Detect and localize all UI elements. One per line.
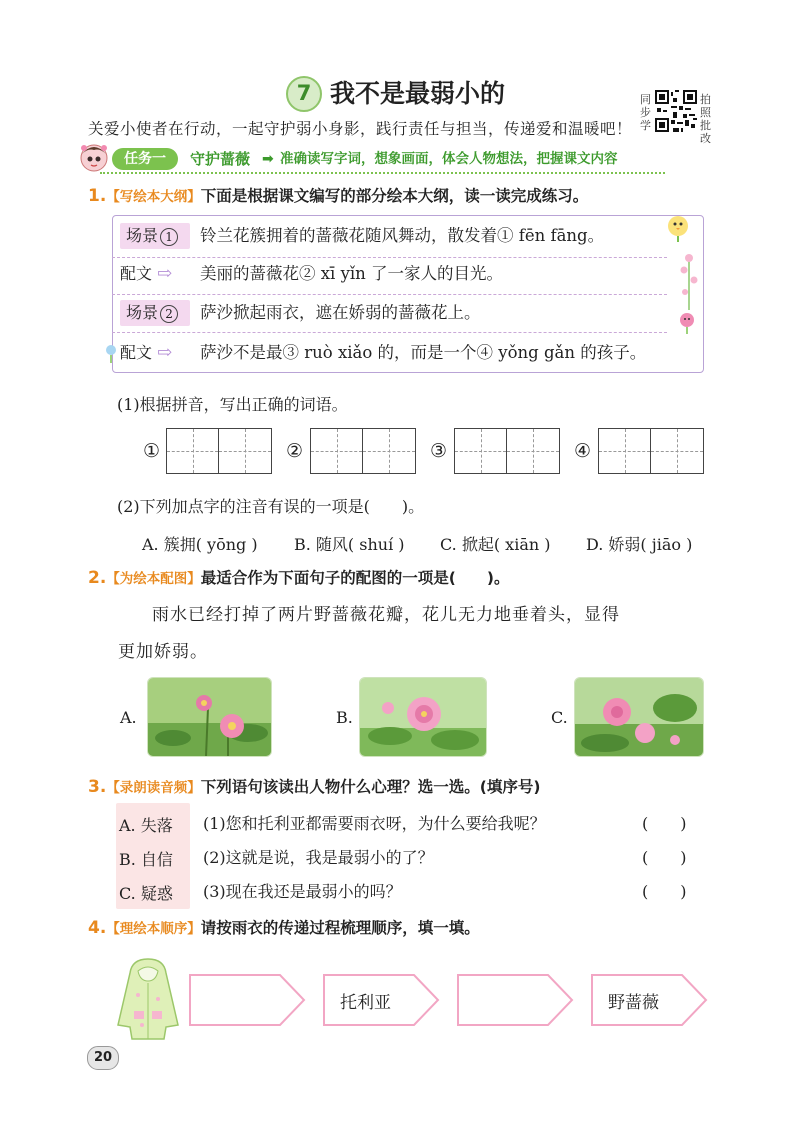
scene1-text: 铃兰花簇拥着的蔷薇花随风舞动，散发着① fēn fāng。 bbox=[200, 226, 605, 245]
q3-number: 3. bbox=[88, 777, 107, 797]
q1-text: 下面是根据课文编写的部分绘本大纲，读一读完成练习。 bbox=[200, 187, 589, 205]
tagline: 关爱小使者在行动，一起守护弱小身影，践行责任与担当，传递爱和温暖吧！ bbox=[88, 120, 633, 138]
rose-picture-c[interactable] bbox=[574, 677, 704, 757]
q2-option-b-label[interactable]: B. bbox=[336, 708, 353, 727]
row-divider bbox=[112, 332, 667, 333]
q3-answer-1[interactable]: ( ) bbox=[642, 814, 687, 833]
q3-answer-3[interactable]: ( ) bbox=[642, 882, 687, 901]
raincoat-icon bbox=[110, 955, 186, 1043]
task-name: 守护蔷薇 bbox=[190, 150, 251, 168]
answer-grid-1[interactable] bbox=[166, 428, 272, 474]
q2-sentence-line1: 雨水已经打掉了两片野蔷薇花瓣，花儿无力地垂着头，显得 bbox=[152, 605, 620, 625]
q1-option-d[interactable]: D. 娇弱( jiāo ) bbox=[586, 535, 693, 554]
scene2-text: 萨沙掀起雨衣，遮在娇弱的蔷薇花上。 bbox=[200, 303, 481, 322]
answer-grid-2[interactable] bbox=[310, 428, 416, 474]
answer-grid-3[interactable] bbox=[454, 428, 560, 474]
q3-sentence-1: (1)您和托利亚都需要雨衣呀，为什么要给我呢？ bbox=[203, 814, 546, 833]
flow-box-4-label: 野蔷薇 bbox=[608, 993, 659, 1013]
row-divider bbox=[112, 294, 667, 295]
lesson-title: 我不是最弱小的 bbox=[330, 79, 506, 108]
mood-choice-a: A. 失落 bbox=[119, 816, 173, 835]
q4-number: 4. bbox=[88, 918, 107, 938]
q1-option-c[interactable]: C. 掀起( xiān ) bbox=[440, 535, 551, 554]
task-label: 任务一 bbox=[112, 148, 178, 170]
q4-heading bbox=[88, 916, 480, 938]
q1-number: 1. bbox=[88, 186, 107, 206]
grid-label-3: ③ bbox=[430, 440, 448, 462]
peiwen1-text: 美丽的蔷薇花② xī yǐn 了一家人的目光。 bbox=[200, 264, 504, 283]
flow-box-1[interactable] bbox=[188, 973, 306, 1027]
q2-sentence-line2: 更加娇弱。 bbox=[118, 642, 208, 662]
answer-grid-4[interactable] bbox=[598, 428, 704, 474]
grid-label-4: ④ bbox=[574, 440, 592, 462]
qr-code-icon[interactable] bbox=[655, 90, 697, 132]
rose-picture-b[interactable] bbox=[359, 677, 487, 757]
q2-option-c-label[interactable]: C. bbox=[551, 708, 568, 727]
qr-right-label: 拍照批改 bbox=[700, 93, 711, 145]
q3-answer-2[interactable]: ( ) bbox=[642, 848, 687, 867]
q1-sub2: (2)下列加点字的注音有误的一项是( )。 bbox=[117, 497, 425, 516]
lesson-number: 7 bbox=[286, 76, 322, 112]
q2-tag: 【为绘本配图】 bbox=[106, 571, 201, 587]
q3-sentence-2: (2)这就是说，我是最弱小的了？ bbox=[203, 848, 434, 867]
q2-text: 最适合作为下面句子的配图的一项是( )。 bbox=[200, 569, 510, 587]
chick-icon bbox=[664, 212, 692, 242]
q2-option-a-label[interactable]: A. bbox=[120, 708, 137, 727]
page-number: 20 bbox=[87, 1046, 119, 1070]
arrow-right-icon: ⇨ bbox=[157, 263, 173, 284]
mood-choice-c: C. 疑惑 bbox=[119, 884, 173, 903]
peiwen2-text: 萨沙不是最③ ruò xiǎo 的，而是一个④ yǒng gǎn 的孩子。 bbox=[200, 343, 647, 362]
q3-tag: 【录朗读音频】 bbox=[106, 780, 201, 796]
scene1-tag: 场景 1 bbox=[120, 223, 190, 249]
q1-sub1: (1)根据拼音，写出正确的词语。 bbox=[117, 395, 348, 414]
peiwen2-label: 配文 ⇨ bbox=[120, 342, 173, 363]
task-description: 准确读写字词，想象画面，体会人物想法，把握课文内容 bbox=[280, 151, 618, 167]
flow-box-2-label: 托利亚 bbox=[340, 993, 391, 1013]
peiwen1-label: 配文 ⇨ bbox=[120, 263, 173, 284]
q4-tag: 【理绘本顺序】 bbox=[106, 921, 201, 937]
flower-icon bbox=[676, 310, 698, 334]
q3-heading bbox=[88, 775, 540, 797]
qr-left-label: 同步学 bbox=[640, 93, 651, 132]
task-divider bbox=[100, 172, 665, 174]
flower-branch-icon bbox=[676, 250, 702, 310]
row-divider bbox=[112, 257, 667, 258]
task-arrow-icon: ➡ bbox=[262, 151, 274, 167]
q3-text: 下列语句该读出人物什么心理？选一选。(填序号) bbox=[200, 778, 541, 796]
mood-choice-b: B. 自信 bbox=[119, 850, 173, 869]
q1-option-a[interactable]: A. 簇拥( yōng ) bbox=[142, 535, 258, 554]
scene2-tag: 场景 2 bbox=[120, 300, 190, 326]
q2-number: 2. bbox=[88, 568, 107, 588]
small-flower-icon bbox=[102, 343, 120, 363]
grid-label-2: ② bbox=[286, 440, 304, 462]
grid-label-1: ① bbox=[143, 440, 161, 462]
q4-text: 请按雨衣的传递过程梳理顺序，填一填。 bbox=[200, 919, 480, 937]
q3-sentence-3: (3)现在我还是最弱小的吗？ bbox=[203, 882, 402, 901]
girl-mascot-icon bbox=[78, 140, 110, 176]
q1-option-b[interactable]: B. 随风( shuí ) bbox=[294, 535, 405, 554]
rose-picture-a[interactable] bbox=[147, 677, 272, 757]
q1-tag: 【写绘本大纲】 bbox=[106, 189, 201, 205]
q1-heading bbox=[88, 184, 588, 206]
q2-heading bbox=[88, 566, 509, 588]
flow-box-3[interactable] bbox=[456, 973, 574, 1027]
arrow-right-icon: ⇨ bbox=[157, 342, 173, 363]
